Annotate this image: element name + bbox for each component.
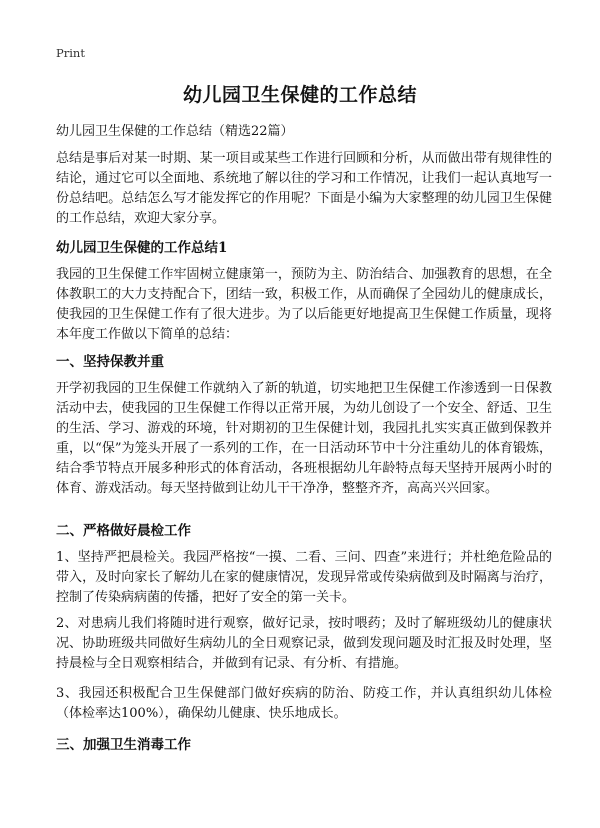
document-subtitle: 幼儿园卫生保健的工作总结（精选22篇） xyxy=(56,124,294,139)
section-intro-paragraph: 我园的卫生保健工作牢固树立健康第一，预防为主、防治结合、加强教育的思想，在全体教职工的大力支持配合下，团结一致，积极工作，从而确保了全园幼儿的健康成长，使我园的卫生保健工作有了很大进步。为了以后能更好地提高卫生保健工作质量，现将本年度工作做以下简单的总结： xyxy=(56,267,552,342)
intro-paragraph: 总结是事后对某一时期、某一项目或某些工作进行回顾和分析，从而做出带有规律性的结论，通过它可以全面地、系统地了解以往的学习和工作情况，让我们一起认真地写一份总结吧。总结怎么写才能发挥它的作用呢？下面是小编为大家整理的幼儿园卫生保健的工作总结，欢迎大家分享。 xyxy=(56,151,552,226)
paragraph-care-education: 开学初我园的卫生保健工作就纳入了新的轨道，切实地把卫生保健工作渗透到一日保教活动中去，使我园的卫生保健工作得以正常开展，为幼儿创设了一个安全、舒适、卫生的生活、学习、游戏的环境，针对期初的卫生保健计划，我园扎扎实实真正做到保教并重，以“保”为笼头开展了一系列的工作，在一日活动环节中十分注重幼儿的体育锻炼，结合季节特点开展多种形式的体育活动，各班根据幼儿年龄特点每天坚持开展两小时的体育、游戏活动。每天坚持做到让幼儿干干净净，整整齐齐，高高兴兴回家。 xyxy=(56,381,552,496)
list-item: 1、坚持严把晨检关。我园严格按“一摸、二看、三问、四查”来进行；并杜绝危险品的带入，及时向家长了解幼儿在家的健康情况，发现异常或传染病做到及时隔离与治疗，控制了传染病病菌的传播，把好了安全的第一关卡。 xyxy=(56,550,552,605)
list-item: 2、对患病儿我们将随时进行观察，做好记录，按时喂药；及时了解班级幼儿的健康状况、协助班级共同做好生病幼儿的全日观察记录，做到发现问题及时汇报及时处理，坚持晨检与全日观察相结合，并做到有记录、有分析、有措施。 xyxy=(56,616,552,671)
section-title: 幼儿园卫生保健的工作总结1 xyxy=(56,240,228,256)
heading-disinfection: 三、加强卫生消毒工作 xyxy=(56,737,191,753)
heading-morning-check: 二、严格做好晨检工作 xyxy=(56,523,191,539)
print-button[interactable]: Print xyxy=(56,46,85,60)
list-item: 3、我园还积极配合卫生保健部门做好疾病的防治、防疫工作，并认真组织幼儿体检（体检率达100%），确保幼儿健康、快乐地成长。 xyxy=(56,686,552,721)
heading-keep-care-education: 一、坚持保教并重 xyxy=(56,354,164,370)
page-title: 幼儿园卫生保健的工作总结 xyxy=(182,84,417,106)
